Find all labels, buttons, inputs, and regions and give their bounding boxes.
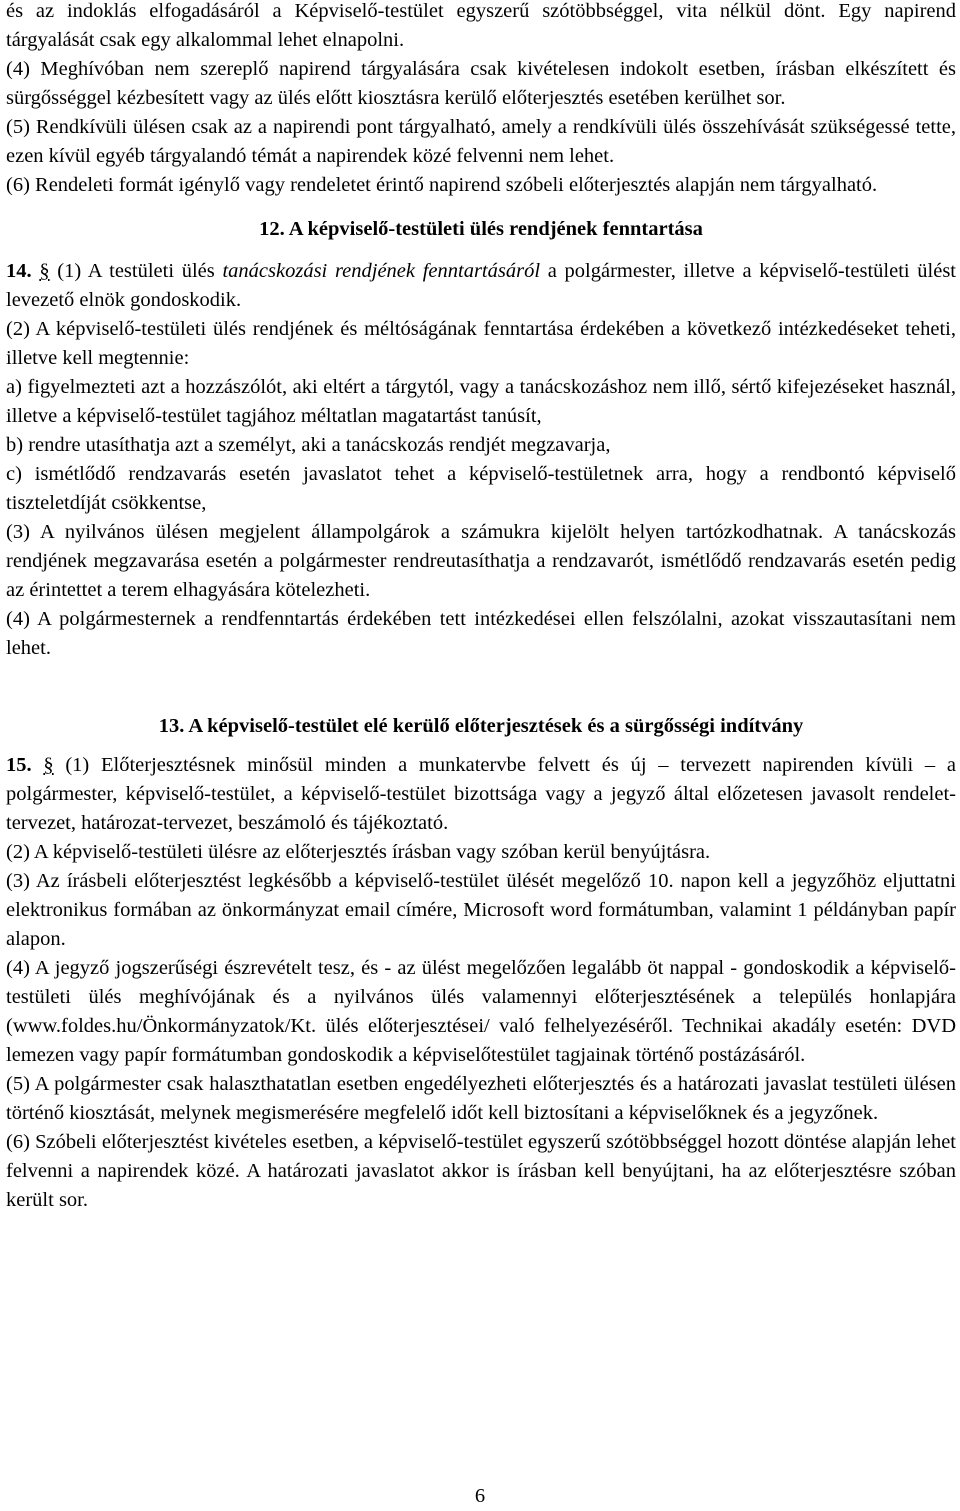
section-sign: § (39, 260, 50, 282)
section-14-paragraph-2: (2) A képviselő-testületi ülés rendjének és méltóságának fenntartása érdekében a következő intézkedéseket teheti, illetve kell megtennie: (6, 318, 956, 369)
section-number: 15. (6, 754, 32, 776)
document-page (6, 0, 956, 1215)
text-run: (1) A testületi ülés (49, 260, 223, 282)
paragraph-intro-continuation: és az indoklás elfogadásáról a Képviselő-testület egyszerű szótöbbséggel, vita nélkül dönt. Egy napirend tárgyalását csak egy alkalommal lehet elnapolni. (6, 0, 956, 51)
section-14-item-b: b) rendre utasíthatja azt a személyt, aki a tanácskozás rendjét megzavarja, (6, 434, 611, 456)
paragraph-intro-4: (4) Meghívóban nem szereplő napirend tárgyalására csak kivételesen indokolt esetben, írásban elkészített és sürgősséggel kézbesített vagy az ülés előtt kiosztásra kerülő előterjesztés esetében kerülhet sor. (6, 58, 956, 109)
section-12-heading: 12. A képviselő-testületi ülés rendjének fenntartása (259, 218, 703, 240)
paragraph-intro-5: (5) Rendkívüli ülésen csak az a napirendi pont tárgyalható, amely a rendkívüli ülés összehívását szükségessé tette, ezen kívül egyéb tárgyalandó témát a napirendek közé felvenni nem lehet. (6, 116, 956, 167)
section-15-paragraph-6: (6) Szóbeli előterjesztést kivételes esetben, a képviselő-testület egyszerű szótöbbséggel hozott döntése alapján lehet felvenni a napirendek közé. A határozati javaslatot akkor is írásban kell benyújtani, ha az előterjesztésre szóban került sor. (6, 1131, 956, 1211)
text-run: a polgármester, illetve a képviselő-testületi ülést levezető elnök gondoskodik. (6, 260, 957, 311)
italic-text-run: tanácskozási rendjének fenntartásáról (222, 260, 541, 282)
text-run: (1) Előterjesztésnek minősül minden a munkatervbe felvett és új – tervezett napirenden kívüli – a polgármester, képviselő-testület, a képviselő-testület bizottsága vagy a jegyző által előzetesen javasolt rendelet-tervezet, határozat-tervezet, beszámoló és tájékoztató. (6, 754, 957, 834)
page-number: 6 (474, 1485, 486, 1507)
section-14-item-c: c) ismétlődő rendzavarás esetén javaslatot tehet a képviselő-testületnek arra, hogy a rendbontó képviselő tiszteletdíját csökkentse, (6, 463, 956, 514)
section-sign: § (43, 754, 54, 776)
section-15-paragraph-2: (2) A képviselő-testületi ülésre az előterjesztés írásban vagy szóban kerül benyújtásra. (6, 841, 711, 863)
section-14-paragraph-4: (4) A polgármesternek a rendfenntartás érdekében tett intézkedései ellen felszólalni, azokat visszautasítani nem lehet. (6, 608, 956, 659)
section-14-item-a: a) figyelmezteti azt a hozzászólót, aki eltért a tárgytól, vagy a tanácskozáshoz nem illő, sértő kifejezéseket használ, illetve a képviselő-testület tagjához méltatlan magatartást tanúsít, (6, 376, 956, 427)
section-13-heading: 13. A képviselő-testület elé kerülő előterjesztések és a sürgősségi indítvány (158, 715, 804, 737)
section-15-paragraph-4: (4) A jegyző jogszerűségi észrevételt tesz, és - az ülést megelőzően legalább öt nappal - gondoskodik a képviselő-testületi ülés meghívójának és a nyilvános ülés valamennyi előterjesztésének a település honlapjára (www.foldes.hu/Önkormányzatok/Kt. ülés előterjesztései/ való felhelyezéséről. Technikai akadály esetén: DVD lemezen vagy papír formátumban gondoskodik a képviselőtestület tagjainak történő postázásáról. (6, 957, 956, 1066)
section-number: 14. (6, 260, 32, 282)
section-15-paragraph-1 (6, 751, 956, 838)
section-15-paragraph-5: (5) A polgármester csak halaszthatatlan esetben engedélyezheti előterjesztés és a határozati javaslat testületi ülésen történő kiosztását, melynek megismerésére megfelelő időt kell biztosítani a képviselőknek és a jegyzőnek. (6, 1073, 956, 1124)
section-14-paragraph-3: (3) A nyilvános ülésen megjelent állampolgárok a számukra kijelölt helyen tartózkodhatnak. A tanácskozás rendjének megzavarása esetén a polgármester rendreutasíthatja a rendzavarót, ismétlődő rendzavarás esetén pedig az érintettet a terem elhagyására kötelezheti. (6, 521, 956, 601)
section-14-paragraph-1 (6, 257, 956, 315)
paragraph-intro-6: (6) Rendeleti formát igénylő vagy rendeletet érintő napirend szóbeli előterjesztés alapján nem tárgyalható. (6, 174, 878, 196)
section-15-paragraph-3: (3) Az írásbeli előterjesztést legkésőbb a képviselő-testület ülését megelőző 10. napon kell a jegyzőhöz eljuttatni elektronikus formában az önkormányzat email címére, Microsoft word formátumban, valamint 1 példányban papír alapon. (6, 870, 956, 950)
